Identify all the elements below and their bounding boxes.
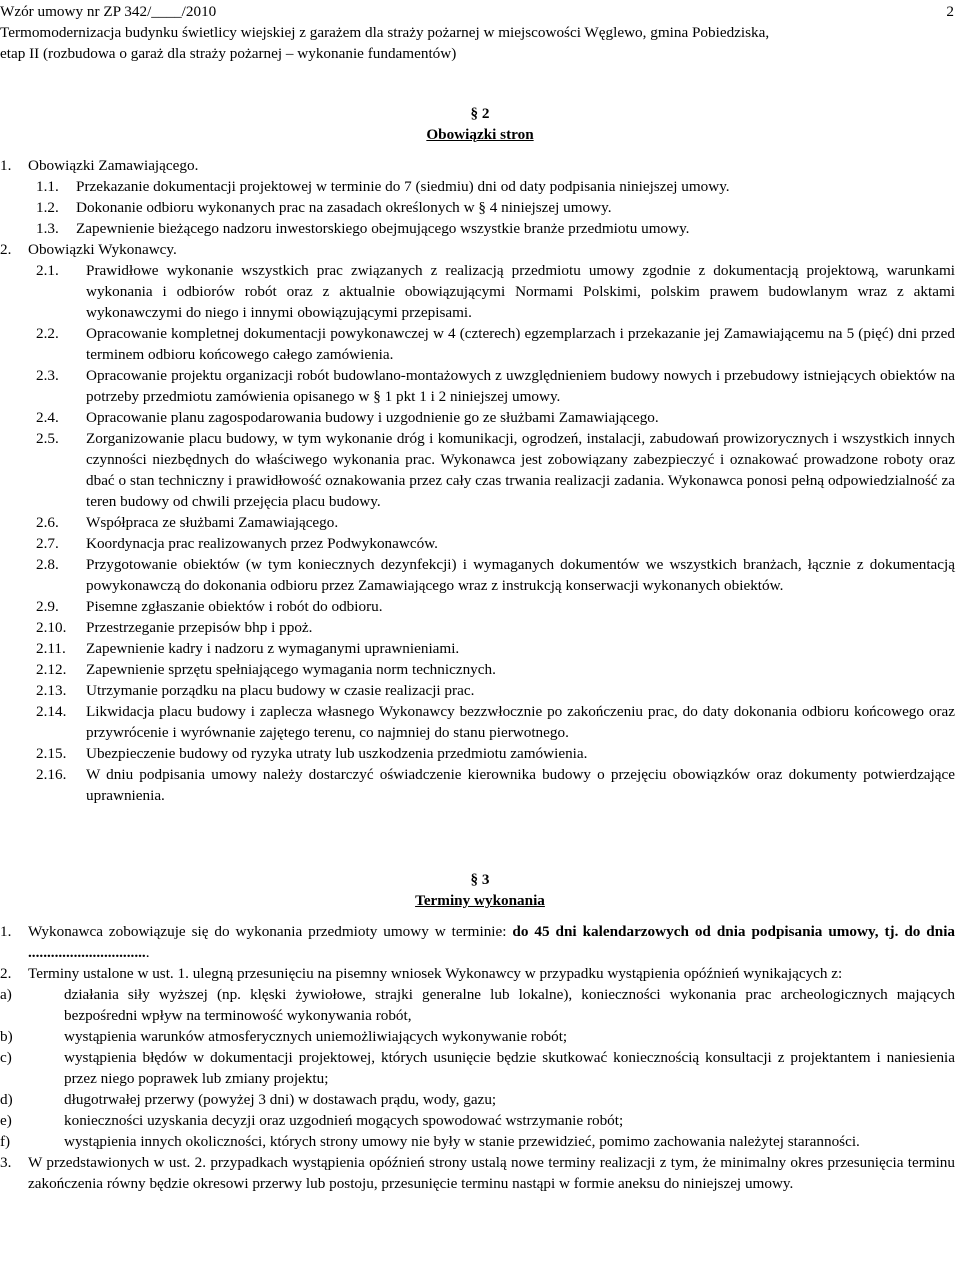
list-item <box>0 1047 955 1089</box>
item-number: 1.2. <box>36 199 59 216</box>
item-text: wystąpienia innych okoliczności, których strony umowy nie były w stanie przewidzieć, pomimo zachowania należytej staranności. <box>64 1133 860 1150</box>
item-text: wystąpienia warunków atmosferycznych uniemożliwiających wykonywanie robót; <box>64 1028 568 1045</box>
list-item <box>0 365 955 407</box>
item-text: Opracowanie planu zagospodarowania budowy i uzgodnienie go ze służbami Zamawiającego. <box>86 409 659 426</box>
list-item <box>0 1026 955 1047</box>
item-text: Zapewnienie bieżącego nadzoru inwestorskiego obejmującego wszystkie branże przedmiotu umowy. <box>76 220 690 237</box>
item-text: Opracowanie projektu organizacji robót budowlano-montażowych z uwzględnieniem budowy nowych i przebudowy istniejących obiektów na potrzeby przedmiotu zamówienia opisanego w § 1 pkt 1 i 2 niniejszej umowy. <box>86 367 955 405</box>
item-text: Zapewnienie kadry i nadzoru z wymaganymi uprawnieniami. <box>86 640 460 657</box>
list-item <box>0 239 955 260</box>
list-item <box>0 921 955 963</box>
item-number: 2.8. <box>36 556 59 573</box>
page-number: 2 <box>946 3 954 20</box>
item-text: Koordynacja prac realizowanych przez Podwykonawców. <box>86 535 438 552</box>
section-2-title: Obowiązki stron <box>426 126 534 143</box>
item-number: 2.9. <box>36 598 59 615</box>
item-number: 2.3. <box>36 367 59 384</box>
section-3-number: § 3 <box>470 871 490 888</box>
item-number: 2.11. <box>36 640 66 657</box>
item-number: 3. <box>0 1154 12 1171</box>
list-item <box>0 533 955 554</box>
item-text: Pisemne zgłaszanie obiektów i robót do odbioru. <box>86 598 383 615</box>
item-text: Utrzymanie porządku na placu budowy w czasie realizacji prac. <box>86 682 475 699</box>
list-item <box>0 596 955 617</box>
header-line-3: etap II (rozbudowa o garaż dla straży pożarnej – wykonanie fundamentów) <box>0 45 457 62</box>
list-item <box>0 701 955 743</box>
section-2-body <box>0 155 955 806</box>
item-number: 2.6. <box>36 514 59 531</box>
item-number: 2.4. <box>36 409 59 426</box>
item-text: Terminy ustalone w ust. 1. ulegną przesunięciu na pisemny wniosek Wykonawcy w przypadku wystąpienia opóźnień wynikających z: <box>28 965 843 982</box>
document-header <box>0 1 952 64</box>
list-item <box>0 176 955 197</box>
list-item <box>0 1152 955 1194</box>
item-text: W dniu podpisania umowy należy dostarczyć oświadczenie kierownika budowy o przejęciu obowiązków oraz dokumenty potwierdzające uprawnienia. <box>86 766 955 804</box>
item-number: 1.1. <box>36 178 59 195</box>
item-number: 1. <box>0 157 12 174</box>
item-text: Dokonanie odbioru wykonanych prac na zasadach określonych w § 4 niniejszej umowy. <box>76 199 612 216</box>
item-number: 2.2. <box>36 325 59 342</box>
item-text: działania siły wyższej (np. klęski żywiołowe, strajki generalne lub lokalne), konieczności wykonania prac archeologicznych mających bezpośredni wpływ na terminowość wykonywania robót, <box>64 986 955 1024</box>
item-text: Ubezpieczenie budowy od ryzyka utraty lub uszkodzenia przedmiotu zamówienia. <box>86 745 588 762</box>
item-text: Zorganizowanie placu budowy, w tym wykonanie dróg i komunikacji, ogrodzeń, instalacji, zabudowań prowizorycznych i wszystkich innych czynności niezbędnych do właściwego wykonania prac. Wykonawca jest zobowiązany zabezpieczyć i oznakować prowadzone roboty oraz dbać o stan techniczny i prawidłowość oznakowania przez cały czas trwania realizacji zadania. Wykonawca ponosi pełną odpowiedzialność za teren budowy od chwili przejęcia placu budowy. <box>86 430 955 510</box>
list-item <box>0 743 955 764</box>
item-text: Prawidłowe wykonanie wszystkich prac związanych z realizacją przedmiotu umowy zgodnie z dokumentacją projektową, warunkami wykonania i odbiorów robót oraz z aktualnie obowiązującymi Normami Polskimi, polskim prawem budowlanym wraz z aktami wykonawczymi do niego i innymi obowiązującymi przepisami. <box>86 262 955 321</box>
section-3-heading <box>0 869 960 911</box>
item-letter: a) <box>0 986 12 1003</box>
section-3-title: Terminy wykonania <box>415 892 545 909</box>
list-item <box>0 554 955 596</box>
item-number: 2.15. <box>36 745 67 762</box>
list-item <box>0 428 955 512</box>
list-item <box>0 512 955 533</box>
item-text: konieczności uzyskania decyzji oraz uzgodnień mogących spowodować wstrzymanie robót; <box>64 1112 624 1129</box>
list-item <box>0 963 955 984</box>
item-number: 2.10. <box>36 619 67 636</box>
item-number: 2.14. <box>36 703 67 720</box>
list-item <box>0 407 955 428</box>
item-text: Opracowanie kompletnej dokumentacji powykonawczej w 4 (czterech) egzemplarzach i przekazanie jej Zamawiającemu na 5 (pięć) dni przed terminem odbioru końcowego całego zamówienia. <box>86 325 955 363</box>
list-item <box>0 1131 955 1152</box>
section-3-body <box>0 921 955 1194</box>
list-item <box>0 680 955 701</box>
item-letter: d) <box>0 1091 13 1108</box>
item-letter: e) <box>0 1112 12 1129</box>
list-item <box>0 764 955 806</box>
item-letter: b) <box>0 1028 13 1045</box>
item-text: Przestrzeganie przepisów bhp i ppoż. <box>86 619 313 636</box>
item-number: 2.16. <box>36 766 67 783</box>
list-item <box>0 260 955 323</box>
item-number: 2.1. <box>36 262 59 279</box>
header-line-2: Termomodernizacja budynku świetlicy wiejskiej z garażem dla straży pożarnej w miejscowości Węglewo, gmina Pobiedziska, <box>0 24 770 41</box>
item-number: 2.13. <box>36 682 67 699</box>
item-text: Zapewnienie sprzętu spełniającego wymagania norm technicznych. <box>86 661 496 678</box>
list-item <box>0 1089 955 1110</box>
item-text: Współpraca ze służbami Zamawiającego. <box>86 514 339 531</box>
list-item <box>0 659 955 680</box>
item-text: długotrwałej przerwy (powyżej 3 dni) w dostawach prądu, wody, gazu; <box>64 1091 497 1108</box>
item-text: Przygotowanie obiektów (w tym koniecznych dezynfekcji) i wymaganych dokumentów we wszystkich branżach, łącznie z dokumentacją powykonawczą do dokonania odbioru przez Zamawiającego wraz z instrukcją konserwacji wykonanych obiektów. <box>86 556 955 594</box>
header-line-1: Wzór umowy nr ZP 342/____/2010 <box>0 3 217 20</box>
list-item <box>0 984 955 1026</box>
item-text-plain: Wykonawca zobowiązuje się do wykonania przedmioty umowy w terminie: <box>28 923 513 940</box>
item-number: 2. <box>0 965 12 982</box>
section-2-number: § 2 <box>470 105 490 122</box>
item-number: 2.12. <box>36 661 67 678</box>
section-2-heading <box>0 103 960 145</box>
list-item <box>0 638 955 659</box>
item-text: Przekazanie dokumentacji projektowej w terminie do 7 (siedmiu) dni od daty podpisania niniejszej umowy. <box>76 178 730 195</box>
item-text <box>28 921 955 963</box>
item-number: 2.7. <box>36 535 59 552</box>
item-letter: c) <box>0 1049 12 1066</box>
item-text: wystąpienia błędów w dokumentacji projektowej, których usunięcie będzie skutkować koniecznością konsultacji z projektantem i naniesienia przez niego poprawek lub zmiany projektu; <box>64 1049 955 1087</box>
item-text: Obowiązki Wykonawcy. <box>28 241 177 258</box>
item-text: W przedstawionych w ust. 2. przypadkach wystąpienia opóźnień strony ustalą nowe terminy realizacji z tym, że minimalny okres przesunięcia terminu zakończenia równy będzie okresowi przerwy lub postoju, przesunięcie terminu nastąpi w formie aneksu do niniejszej umowy. <box>28 1154 955 1192</box>
item-number: 1. <box>0 923 12 940</box>
item-number: 2.5. <box>36 430 59 447</box>
deadline-bold-text: do 45 dni kalendarzowych od dnia podpisania umowy, tj. do dnia ............................... <box>28 923 956 961</box>
list-item <box>0 323 955 365</box>
list-item <box>0 1110 955 1131</box>
list-item <box>0 155 955 176</box>
list-item <box>0 617 955 638</box>
item-letter: f) <box>0 1133 11 1150</box>
item-text-end: . <box>145 944 150 961</box>
item-text: Obowiązki Zamawiającego. <box>28 157 199 174</box>
item-number: 1.3. <box>36 220 59 237</box>
list-item <box>0 197 955 218</box>
item-number: 2. <box>0 241 12 258</box>
list-item <box>0 218 955 239</box>
item-text: Likwidacja placu budowy i zaplecza własnego Wykonawcy bezzwłocznie po zakończeniu prac, do daty dokonania odbioru końcowego oraz przywrócenie i wyrównanie zajętego terenu, co najmniej do stanu pierwotnego. <box>86 703 955 741</box>
